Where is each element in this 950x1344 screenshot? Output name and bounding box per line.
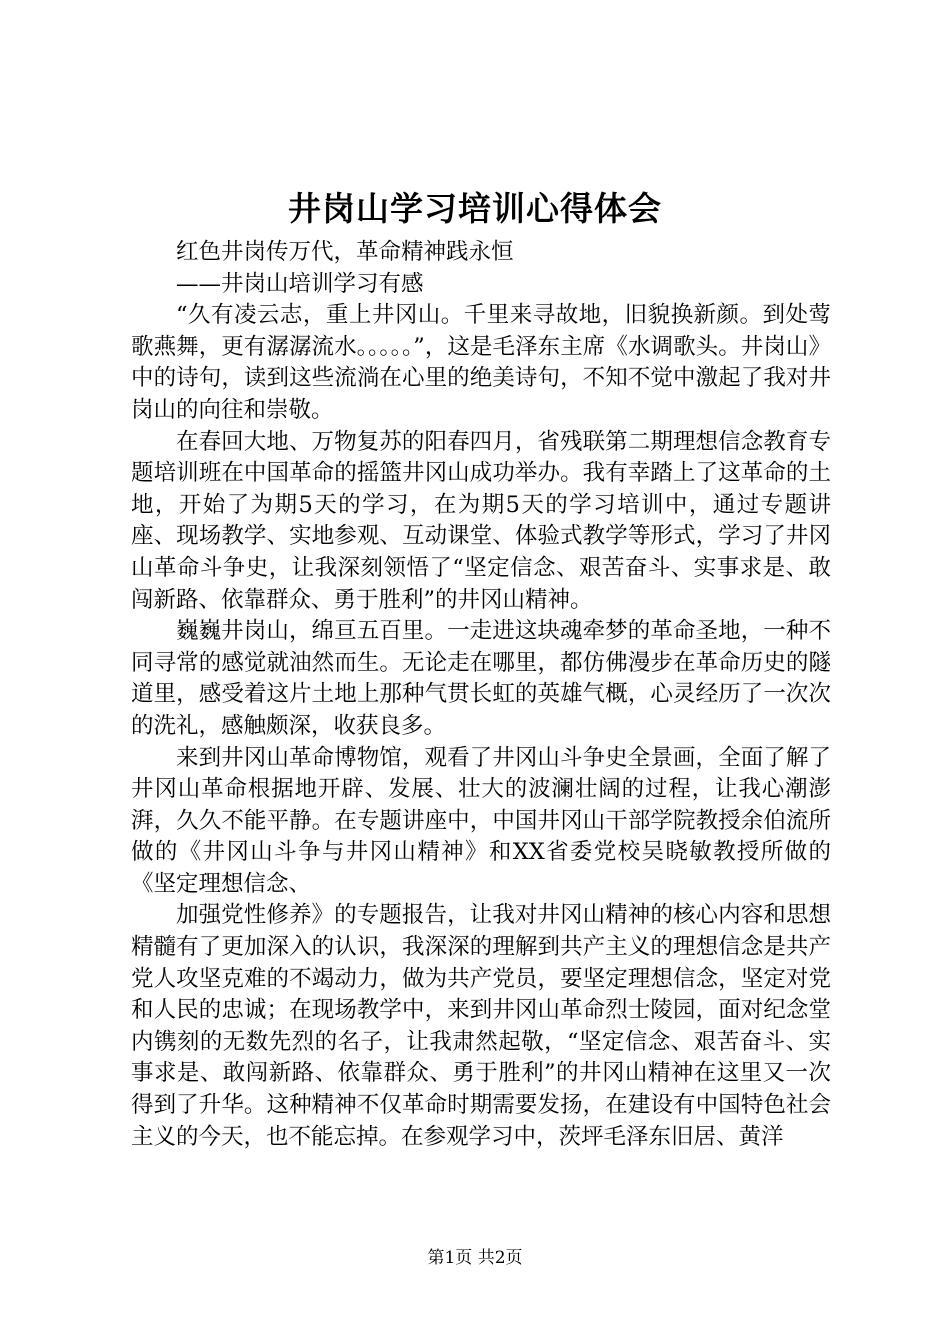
- paragraph-1: “久有凌云志，重上井冈山。千里来寻故地，旧貌换新颜。到处莺歌燕舞，更有潺潺流水。。。。。”，这是毛泽东主席《水调歌头。井岗山》中的诗句，读到这些流淌在心里的绝美诗句，不知不觉中激起了我对井岗山的向往和崇敬。: [131, 302, 831, 423]
- document-title: 井岗山学习培训心得体会: [288, 189, 662, 228]
- paragraph-4: 来到井冈山革命博物馆，观看了井冈山斗争史全景画，全面了解了井冈山革命根据地开辟、发展、壮大的波澜壮阔的过程，让我心潮澎湃，久久不能平静。在专题讲座中，中国井冈山干部学院教授余伯流所做的《井冈山斗争与井冈山精神》和XX省委党校吴晓敏教授所做的《坚定理想信念、: [131, 744, 831, 897]
- document-body: [131, 237, 831, 1153]
- paragraph-2: 在春回大地、万物复苏的阳春四月，省残联第二期理想信念教育专题培训班在中国革命的摇篮井冈山成功举办。我有幸踏上了这革命的土地，开始了为期5天的学习，在为期5天的学习培训中，通过专题讲座、现场教学、实地参观、互动课堂、体验式教学等形式，学习了井冈山革命斗争史，让我深刻领悟了“坚定信念、艰苦奋斗、实事求是、敢闯新路、依靠群众、勇于胜利”的井冈山精神。: [131, 428, 831, 613]
- paragraph-3: 巍巍井岗山，绵亘五百里。一走进这块魂牵梦的革命圣地，一种不同寻常的感觉就油然而生。无论走在哪里，都仿佛漫步在革命历史的隧道里，感受着这片土地上那种气贯长虹的英雄气概，心灵经历了一次次的洗礼，感触颇深，收获良多。: [131, 618, 831, 739]
- subtitle: 红色井岗传万代，革命精神践永恒: [176, 239, 514, 265]
- paragraph-5: 加强党性修养》的专题报告，让我对井冈山精神的核心内容和思想精髓有了更加深入的认识，我深深的理解到共产主义的理想信念是共产党人攻坚克难的不竭动力，做为共产党员，要坚定理想信念，坚定对党和人民的忠诚；在现场教学中，来到井冈山革命烈士陵园，面对纪念堂内镌刻的无数先烈的名子，让我肃然起敬，“坚定信念、艰苦奋斗、实事求是、敢闯新路、依靠群众、勇于胜利”的井冈山精神在这里又一次得到了升华。这种精神不仅革命时期需要发扬，在建设有中国特色社会主义的今天，也不能忘掉。在参观学习中，茨坪毛泽东旧居、黄洋: [131, 902, 831, 1150]
- byline: ——井岗山培训学习有感: [176, 270, 424, 297]
- page-number-footer: 第1页 共2页: [427, 1248, 523, 1268]
